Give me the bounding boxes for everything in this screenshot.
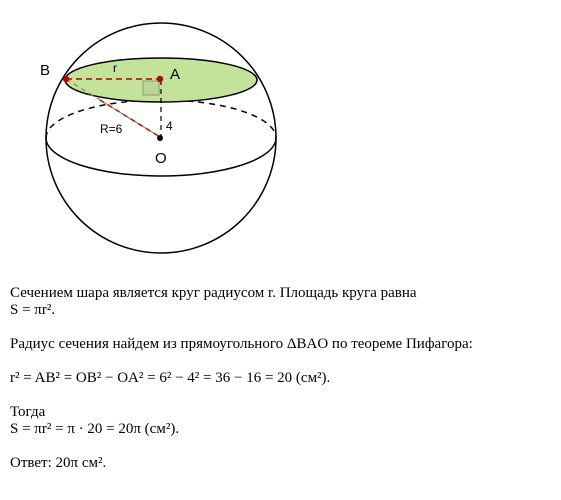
sphere-section-diagram — [0, 0, 320, 270]
label-r: r — [113, 61, 117, 75]
solution-line-5: Тогда — [10, 404, 46, 420]
solution-line-3: Радиус сечения найдем из прямоугольного ΔBAO по теореме Пифагора: — [10, 336, 473, 352]
point-O — [157, 135, 163, 141]
solution-line-1: Сечением шара является круг радиусом r. Площадь круга равна — [10, 285, 417, 301]
solution-line-7: Ответ: 20π см². — [10, 455, 107, 471]
solution-line-2: S = πr². — [10, 302, 56, 318]
label-A: A — [170, 66, 181, 83]
solution-text — [10, 285, 550, 472]
right-angle-mark — [143, 81, 159, 95]
point-B — [63, 76, 69, 82]
label-R: R=6 — [100, 122, 123, 136]
solution-line-6: S = πr² = π · 20 = 20π (см²). — [10, 421, 180, 437]
label-O: O — [155, 150, 167, 167]
label-4: 4 — [166, 119, 173, 133]
label-B: B — [40, 62, 51, 79]
solution-line-4: r² = AB² = OB² − OA² = 6² − 4² = 36 − 16 = 20 (см²). — [10, 370, 331, 386]
point-A — [157, 76, 163, 82]
